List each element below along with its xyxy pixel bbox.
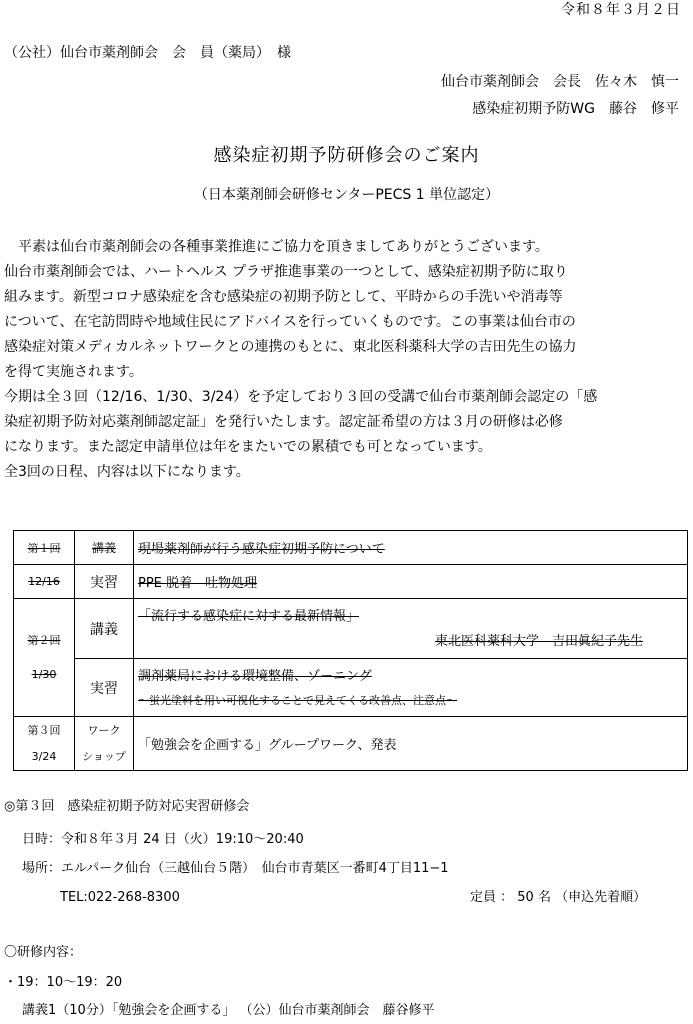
body-line: 今期は全３回（12/16、1/30、3/24）を予定しており３回の受講で仙台市薬剤師会認定の「感 <box>4 389 598 405</box>
sender-line-president: 仙台市薬剤師会 会長 佐々木 慎一 <box>441 74 679 90</box>
info-heading: ◎第３回 感染症初期予防対応実習研修会 <box>4 799 250 814</box>
session-2-practice-note: ～蛍光塗料を用い可視化することで見えてくる改善点、注意点～ <box>138 693 457 707</box>
body-paragraph <box>4 235 690 485</box>
session-3-number: 第３回 <box>27 723 61 737</box>
session-3-cell <box>14 717 75 771</box>
session-2-practice-cell <box>134 659 688 717</box>
table-row <box>14 717 688 771</box>
session-1-lecture-type: 講義 <box>75 531 134 565</box>
session-1-lecture: 現場薬剤師が行う感染症初期予防について <box>134 531 688 565</box>
session-2-lecture-type: 講義 <box>75 599 134 659</box>
session-2-number: 第２回 <box>27 633 61 647</box>
session-3-type-cell <box>75 717 134 771</box>
document-title: 感染症初期予防研修会のご案内 <box>213 145 480 166</box>
body-line: 染症初期予防対応薬剤師認定証」を発行いたします。認定証希望の方は３月の研修は必修 <box>4 414 563 430</box>
content-item-1: 講義1（10分）「勉強会を企画する」 （公）仙台市薬剤師会 藤谷修平 <box>22 1003 435 1018</box>
session-1-date: 12/16 <box>14 565 75 599</box>
session-3-type-line-1: ワーク <box>87 723 121 737</box>
session-1-practice-type: 実習 <box>75 565 134 599</box>
body-line: を得て実施されます。 <box>4 364 143 380</box>
body-line: について、在宅訪問時や地域住民にアドバイスを行っていくものです。この事業は仙台市の <box>4 314 576 330</box>
recipient-line: （公社）仙台市薬剤師会 会 員（薬局） 様 <box>4 45 291 61</box>
session-2-practice: 調剤薬局における環境整備、ゾーニング <box>138 668 372 684</box>
table-row <box>14 599 688 659</box>
content-heading: 〇研修内容： <box>4 945 83 960</box>
info-capacity: 定員 ： 50 名 （申込先着順） <box>470 890 647 905</box>
session-2-lecturer: 東北医科薬科大学 吉田眞紀子先生 <box>434 633 643 649</box>
document-subtitle: （日本薬剤師会研修センターPECS 1 単位認定） <box>193 187 500 203</box>
body-line: 感染症対策メディカルネットワークとの連携のもとに、東北医科薬科大学の吉田先生の協力 <box>4 339 577 355</box>
info-tel: TEL:022-268-8300 <box>60 890 180 905</box>
info-datetime: 日時：令和８年３月 24 日（火）19:10～20:40 <box>22 832 304 847</box>
content-time-1: ・19：10～19：20 <box>4 975 123 990</box>
session-2-lecture-cell <box>134 599 688 659</box>
table-row <box>14 531 688 565</box>
body-line: になります。また認定申請単位は年をまたいでの累積でも可となっています。 <box>4 439 492 455</box>
body-line: 仙台市薬剤師会では、ハートヘルス プラザ推進事業の一つとして、感染症初期予防に取り <box>4 264 568 280</box>
table-row <box>14 659 688 717</box>
body-line: 平素は仙台市薬剤師会の各種事業推進にご協力を頂きましてありがとうございます。 <box>4 239 549 255</box>
session-1-practice: PPE 脱着 吐物処理 <box>134 565 688 599</box>
session-3-content: 「勉強会を企画する」グループワーク、発表 <box>134 717 688 771</box>
session-1-number: 第１回 <box>14 531 75 565</box>
body-line: 組みます。新型コロナ感染症を含む感染症の初期予防として、平時からの手洗いや消毒等 <box>4 289 563 305</box>
table-row <box>14 565 688 599</box>
body-line: 全3回の日程、内容は以下になります。 <box>4 464 250 480</box>
session-2-date: 1/30 <box>31 667 57 681</box>
session-2-practice-type: 実習 <box>75 659 134 717</box>
session-3-date: 3/24 <box>31 749 57 763</box>
info-place: 場所：エルパーク仙台（三越仙台５階） 仙台市青葉区一番町4丁目11−1 <box>22 861 449 876</box>
sender-line-wg: 感染症初期予防WG 藤谷 修平 <box>472 101 679 117</box>
session-2-lecture: 「流行する感染症に対する最新情報」 <box>138 608 360 624</box>
session-3-type-line-2: ショップ <box>82 749 126 763</box>
schedule-table <box>13 530 688 771</box>
session-2-cell <box>14 599 75 717</box>
document-date: 令和８年３月２日 <box>561 2 681 18</box>
